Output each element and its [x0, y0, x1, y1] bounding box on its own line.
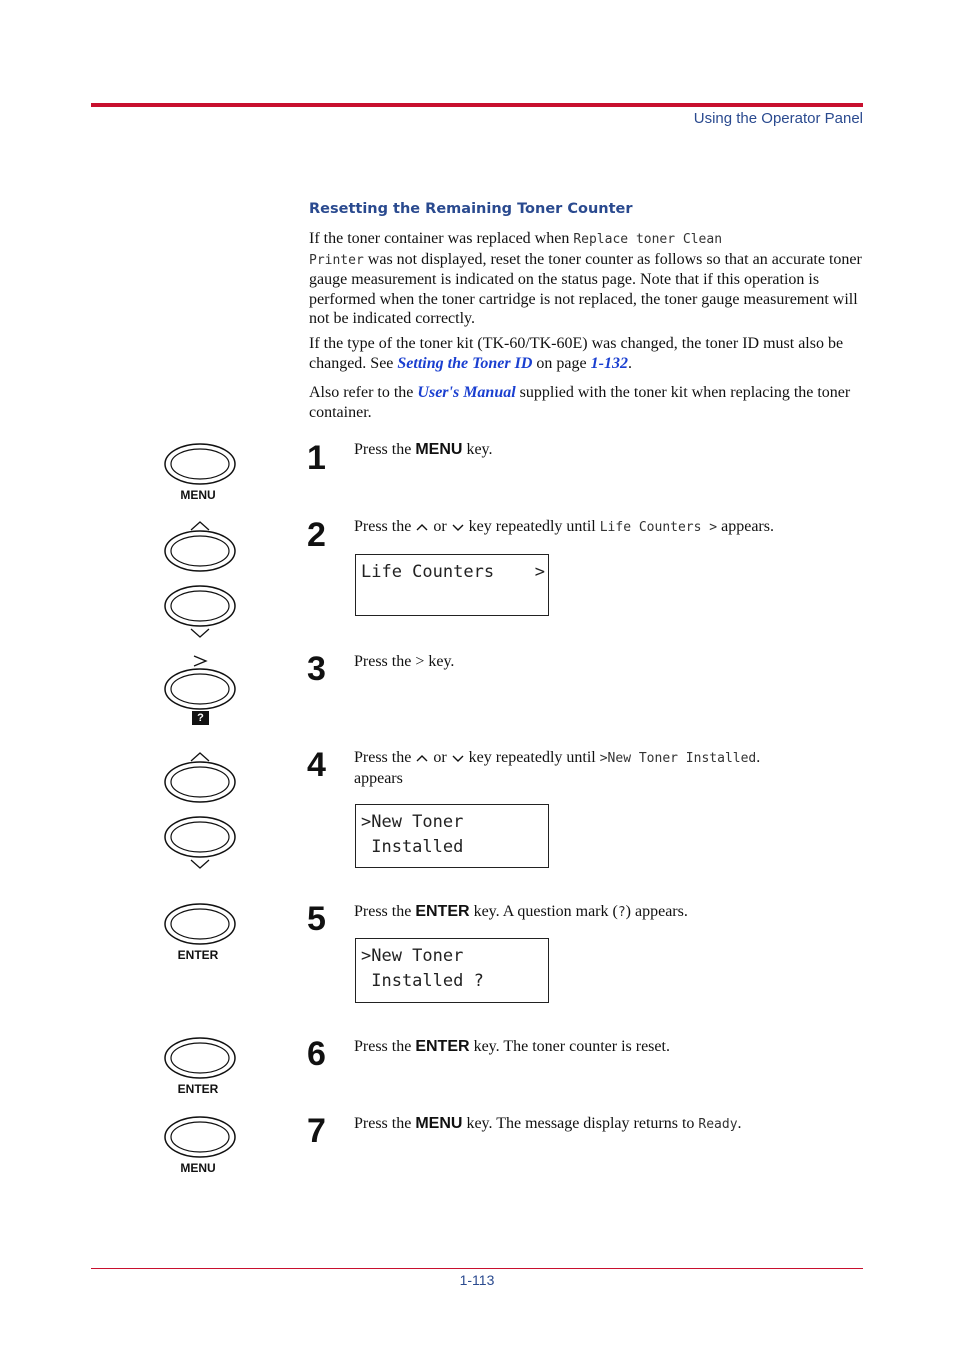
lcd-display-life-counters: Life Counters >: [355, 554, 549, 616]
enter-button-icon: [163, 903, 237, 947]
step-text-7: Press the MENU key. The message display returns to Ready.: [354, 1115, 742, 1132]
step-text-4: Press the or key repeatedly until >New Toner Installed. appears: [354, 749, 761, 787]
step-number-1: 1: [307, 439, 326, 477]
step-number-6: 6: [307, 1035, 326, 1073]
section-title: Resetting the Remaining Toner Counter: [309, 201, 633, 217]
menu-key-label: MENU: [180, 1161, 216, 1175]
step-number-4: 4: [307, 746, 326, 784]
enter-key-label: ENTER: [177, 1082, 219, 1096]
menu-button-icon: [163, 443, 237, 487]
up-down-buttons-icon: [163, 749, 237, 873]
enter-key-step5: [163, 903, 237, 962]
menu-key-label: MENU: [180, 488, 216, 502]
step-number-2: 2: [307, 516, 326, 554]
header-rule: [91, 103, 863, 107]
step-text-3: Press the > key.: [354, 653, 455, 670]
step-text-5: Press the ENTER key. A question mark (?) appears.: [354, 903, 688, 920]
enter-button-icon: [163, 1037, 237, 1081]
step-text-1: Press the MENU key.: [354, 441, 493, 458]
page-ref-link[interactable]: 1-132: [590, 354, 628, 372]
step-number-5: 5: [307, 900, 326, 938]
step-number-7: 7: [307, 1112, 326, 1150]
header-title: Using the Operator Panel: [693, 110, 863, 127]
intro-paragraph-1: If the toner container was replaced when Replace toner Clean Printer was not displayed, reset the toner counter as follows so that an accurate toner gauge measurement is indicated on the status page. Note that if this operation is performed when the toner cartridge is not replaced, the toner gauge measurement will not be indicated correctly.: [309, 230, 862, 327]
step-number-3: 3: [307, 650, 326, 688]
page-number: 1-113: [459, 1272, 495, 1288]
step-text-6: Press the ENTER key. The toner counter is reset.: [354, 1038, 670, 1055]
right-arrow-button-icon: [163, 652, 237, 710]
toner-id-link[interactable]: Setting the Toner ID: [397, 354, 533, 372]
intro-paragraph-3: Also refer to the User's Manual supplied with the toner kit when replacing the toner container.: [309, 384, 851, 421]
up-down-buttons-icon: [163, 518, 237, 642]
up-arrow-icon: [415, 522, 429, 532]
menu-key-step7: [163, 1116, 237, 1175]
enter-key-step6: [163, 1037, 237, 1096]
menu-button-icon: [163, 1116, 237, 1160]
lcd-display-new-toner-question: >New Toner Installed ?: [355, 938, 549, 1003]
menu-key-step1: [163, 443, 237, 502]
footer-rule: [91, 1268, 863, 1269]
up-arrow-icon: [415, 753, 429, 763]
up-down-keys-step2: [163, 518, 237, 646]
up-down-keys-step4: [163, 749, 237, 877]
down-arrow-icon: [451, 753, 465, 763]
step-text-2: Press the or key repeatedly until Life Counters > appears.: [354, 518, 774, 535]
down-arrow-icon: [451, 522, 465, 532]
users-manual-link[interactable]: User's Manual: [417, 384, 516, 401]
question-badge: ?: [192, 711, 209, 725]
enter-key-label: ENTER: [177, 948, 219, 962]
intro-paragraph-2: If the type of the toner kit (TK-60/TK-60E) was changed, the toner ID must also be changed. See Setting the Toner ID on page 1-132.: [309, 335, 844, 372]
right-key-step3: [163, 652, 237, 724]
lcd-display-new-toner: >New Toner Installed: [355, 804, 549, 868]
